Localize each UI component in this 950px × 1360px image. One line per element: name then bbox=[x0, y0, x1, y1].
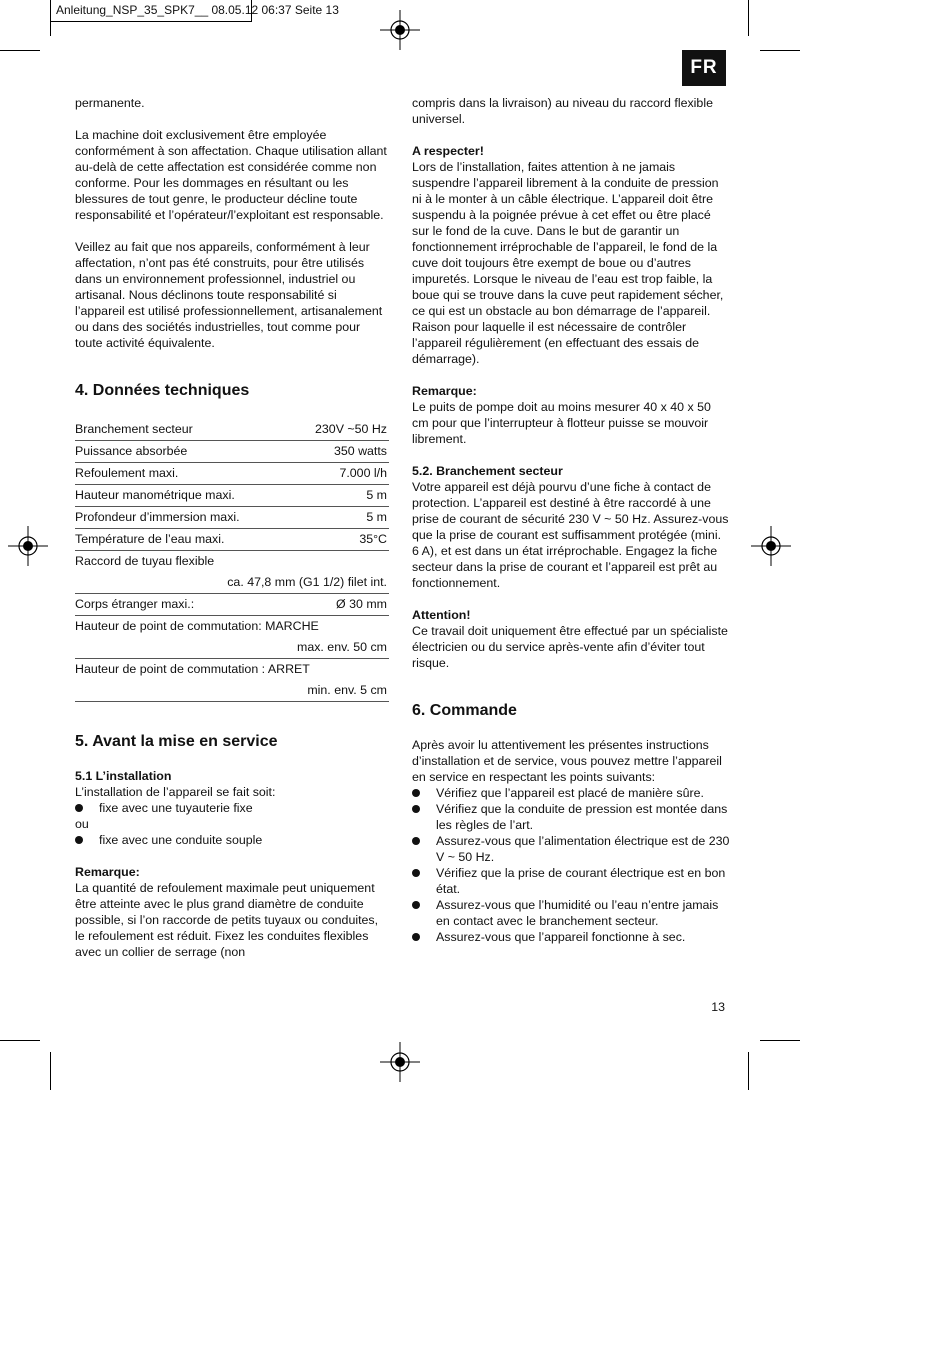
spec-value: 5 m bbox=[292, 485, 389, 507]
section-heading: 6. Commande bbox=[412, 702, 517, 719]
warning-heading: A respecter! bbox=[412, 144, 484, 158]
spec-value: 230V ~50 Hz bbox=[292, 419, 389, 441]
spec-label: Refoulement maxi. bbox=[75, 463, 292, 485]
spec-label: Profondeur d’immersion maxi. bbox=[75, 507, 292, 529]
bullet-item: Vérifiez que l’appareil est placé de manière sûre. bbox=[412, 785, 730, 801]
spec-label: Puissance absorbée bbox=[75, 441, 292, 463]
spec-value: Ø 30 mm bbox=[292, 594, 389, 616]
paragraph: Le puits de pompe doit au moins mesurer 40 x 40 x 50 cm pour que l’interrupteur à flotteur puisse se mouvoir librement. bbox=[412, 400, 711, 446]
remark-heading: Remarque: bbox=[75, 865, 140, 879]
registration-mark-icon bbox=[751, 526, 791, 566]
crop-mark bbox=[50, 1052, 51, 1090]
print-file-info: Anleitung_NSP_35_SPK7__ 08.05.12 06:37 Seite 13 bbox=[50, 0, 252, 22]
spec-label: Hauteur de point de commutation : ARRET bbox=[75, 662, 310, 676]
left-column bbox=[75, 95, 389, 960]
bullet-item: fixe avec une conduite souple bbox=[75, 832, 389, 848]
crop-mark bbox=[0, 50, 40, 51]
paragraph: Après avoir lu attentivement les présentes instructions d’installation et de service, vous pouvez mettre l’appareil en service en respectant les points suivants: bbox=[412, 738, 722, 784]
spec-label: Raccord de tuyau flexible bbox=[75, 554, 215, 568]
spec-label: Température de l’eau maxi. bbox=[75, 529, 292, 551]
spec-label: Corps étranger maxi.: bbox=[75, 594, 292, 616]
spec-value: min. env. 5 cm bbox=[75, 680, 389, 702]
spec-label: Branchement secteur bbox=[75, 419, 292, 441]
bullet-item: Assurez-vous que l’appareil fonctionne à sec. bbox=[412, 929, 730, 945]
bullet-item: Vérifiez que la conduite de pression est montée dans les règles de l’art. bbox=[412, 801, 730, 833]
page-number: 13 bbox=[711, 1000, 725, 1014]
spec-value: max. env. 50 cm bbox=[75, 637, 389, 659]
paragraph: La quantité de refoulement maximale peut uniquement être atteinte avec le plus grand diamètre de conduite possible, si l’on raccorde de petits tuyaux ou conduites, le refoulement est réduit. Fixez les conduites flexibles avec un collier de serrage (non bbox=[75, 881, 379, 959]
crop-mark bbox=[0, 1040, 40, 1041]
registration-mark-icon bbox=[8, 526, 48, 566]
crop-mark bbox=[760, 1040, 800, 1041]
table-row bbox=[75, 616, 389, 638]
spec-value: 350 watts bbox=[292, 441, 389, 463]
paragraph: Votre appareil est déjà pourvu d’une fiche à contact de protection. L’appareil est destiné à être raccordé à une prise de courant de sécurité 230 V ~ 50 Hz. Assurez-vous que la prise de courant est suffisamment protégée (mini. 6 A), et est dans un état irréprochable. Engagez la fiche secteur dans la prise de courant et l’appareil est prêt au fonctionnement. bbox=[412, 480, 729, 590]
spec-value: 5 m bbox=[292, 507, 389, 529]
paragraph: L’installation de l’appareil se fait soit: bbox=[75, 785, 276, 799]
specs-table bbox=[75, 419, 389, 702]
spec-label: Hauteur manométrique maxi. bbox=[75, 485, 292, 507]
paragraph: La machine doit exclusivement être employée conformément à son affectation. Chaque utilisation allant au-delà de cette affectation est considérée comme non conforme. Pour les dommages en résultant ou les blessures de tout genre, le producteur décline toute responsabilité et l’opérateur/l’exploitant est responsable. bbox=[75, 128, 387, 222]
bullet-item: fixe avec une tuyauterie fixe bbox=[75, 800, 389, 816]
table-row bbox=[75, 463, 389, 485]
subsection-heading: 5.1 L’installation bbox=[75, 769, 172, 783]
crop-mark bbox=[760, 50, 800, 51]
attention-heading: Attention! bbox=[412, 608, 471, 622]
table-row bbox=[75, 441, 389, 463]
bullet-item: Vérifiez que la prise de courant électrique est en bon état. bbox=[412, 865, 730, 897]
right-column bbox=[412, 95, 730, 945]
table-row bbox=[75, 680, 389, 702]
crop-mark bbox=[748, 1052, 749, 1090]
paragraph: Lors de l’installation, faites attention à ne jamais suspendre l’appareil librement à la conduite de pression ni à le monter à un câble électrique. L’appareil doit être suspendu à la poignée prévue à cet effet ou être placé sur le fond de la cuve. Dans le but de garantir un fonctionnement irréprochable de l’appareil, le fond de la cuve doit toujours être exempt de boue ou d’autres impuretés. Lorsque le niveau de l’eau est trop faible, la boue qui se trouve dans la cuve peut rapidement sécher, ce qui est un obstacle au bon démarrage de l’appareil. Raison pour laquelle il est nécessaire de contrôler l’appareil régulièrement (en effectuant des essais de démarrage). bbox=[412, 160, 724, 366]
bullet-item: Assurez-vous que l’humidité ou l’eau n’entre jamais en contact avec le branchement secteur. bbox=[412, 897, 730, 929]
paragraph: Ce travail doit uniquement être effectué par un spécialiste électricien ou du service après-vente afin d’éviter tout risque. bbox=[412, 624, 728, 670]
paragraph: Veillez au fait que nos appareils, conformément à leur affectation, n’ont pas été construits, pour être utilisés dans un environnement professionnel, industriel ou artisanal. Nous déclinons toute responsabilité si l’appareil est utilisé professionnellement, artisanalement ou dans des sociétés industrielles, tout comme pour toute activité équivalente. bbox=[75, 240, 383, 350]
table-row bbox=[75, 507, 389, 529]
bullet-item: Assurez-vous que l’alimentation électrique est de 230 V ~ 50 Hz. bbox=[412, 833, 730, 865]
paragraph: ou bbox=[75, 817, 89, 831]
spec-label: Hauteur de point de commutation: MARCHE bbox=[75, 619, 319, 633]
section-heading: 5. Avant la mise en service bbox=[75, 733, 278, 750]
table-row bbox=[75, 419, 389, 441]
crop-mark bbox=[50, 0, 51, 36]
table-row bbox=[75, 637, 389, 659]
table-row bbox=[75, 659, 389, 681]
subsection-heading: 5.2. Branchement secteur bbox=[412, 464, 563, 478]
paragraph: compris dans la livraison) au niveau du raccord flexible universel. bbox=[412, 96, 713, 126]
table-row bbox=[75, 551, 389, 573]
spec-value: 7.000 l/h bbox=[292, 463, 389, 485]
crop-mark bbox=[748, 0, 749, 36]
language-tab: FR bbox=[682, 50, 726, 86]
table-row bbox=[75, 594, 389, 616]
registration-mark-icon bbox=[380, 1042, 420, 1082]
remark-heading: Remarque: bbox=[412, 384, 477, 398]
table-row bbox=[75, 485, 389, 507]
section-heading: 4. Données techniques bbox=[75, 382, 250, 399]
table-row bbox=[75, 529, 389, 551]
spec-value: 35°C bbox=[292, 529, 389, 551]
table-row bbox=[75, 572, 389, 594]
registration-mark-icon bbox=[380, 10, 420, 50]
paragraph: permanente. bbox=[75, 96, 145, 110]
spec-value: ca. 47,8 mm (G1 1/2) filet int. bbox=[75, 572, 389, 594]
